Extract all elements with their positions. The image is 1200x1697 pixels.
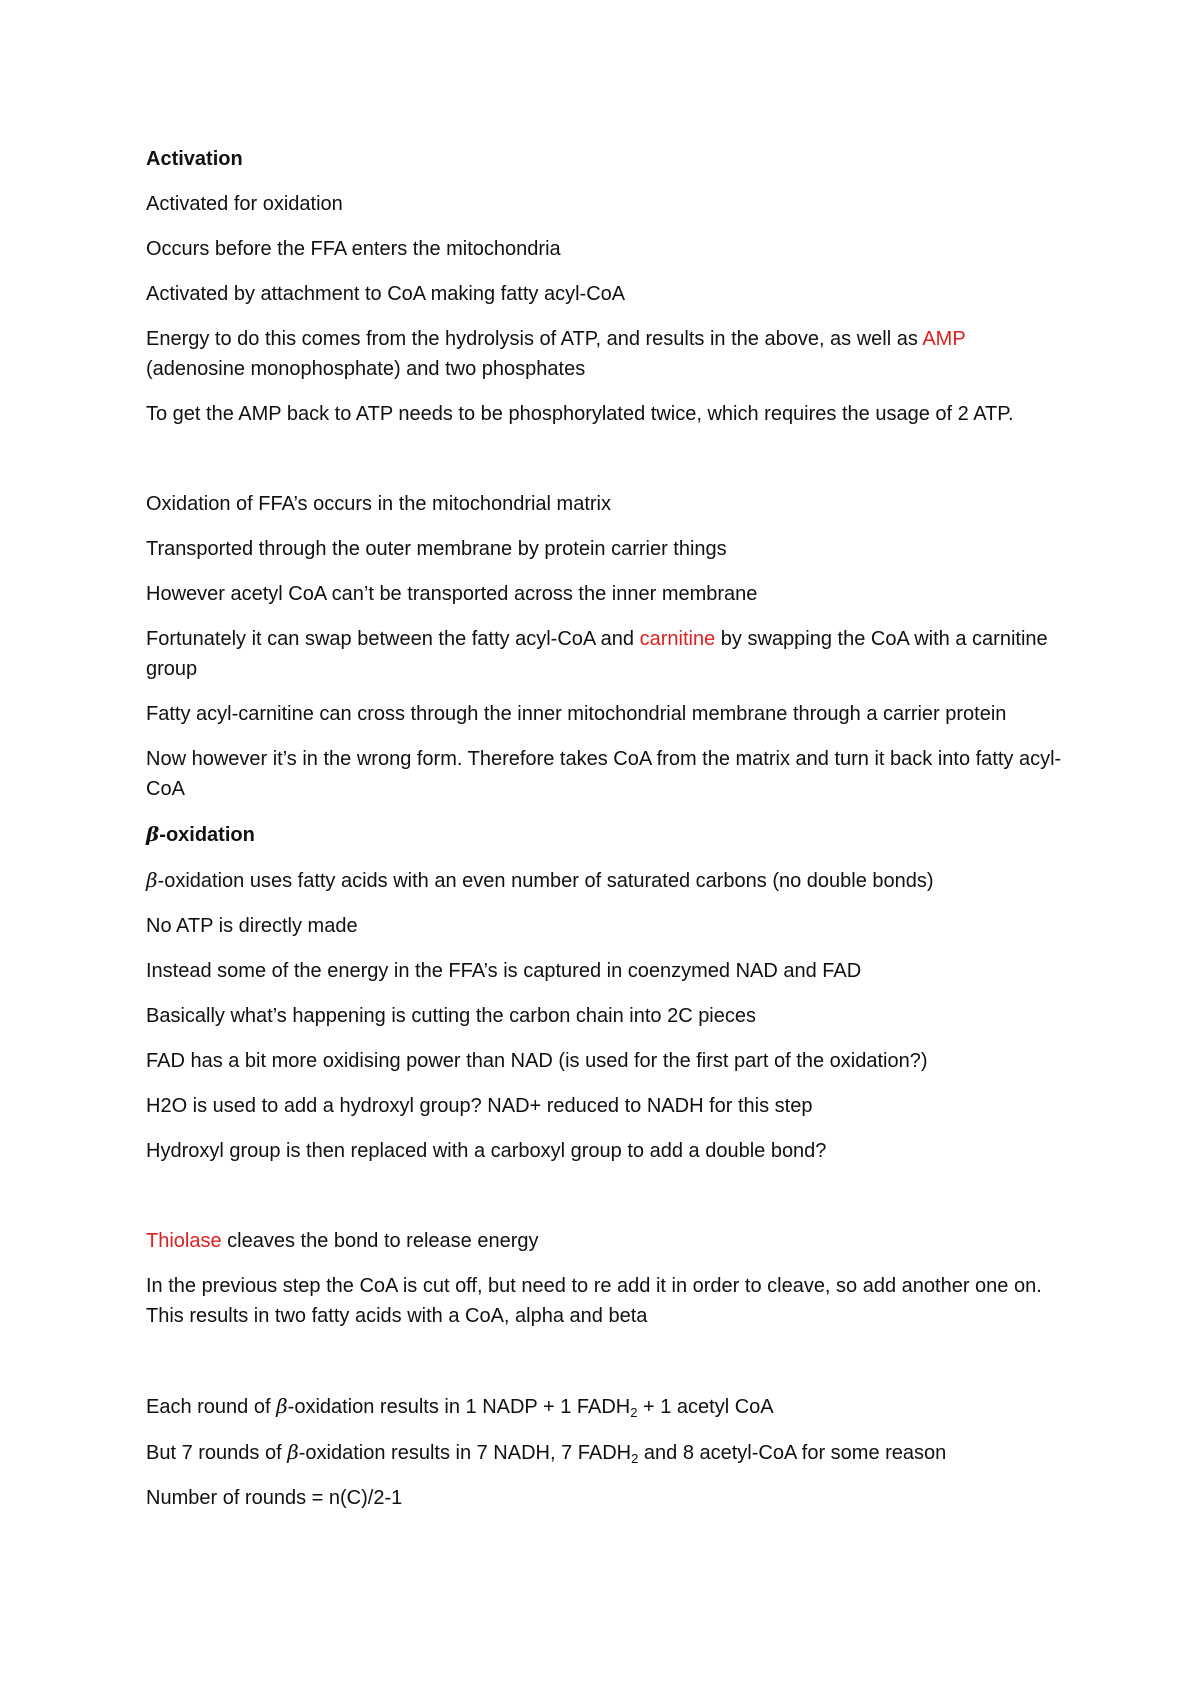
beta-symbol: β [287, 1440, 299, 1464]
rounds-paragraph-2-text-a: But 7 rounds of [146, 1442, 288, 1464]
beta-symbol: β [276, 1394, 288, 1418]
beta-symbol: β [146, 822, 160, 846]
rounds-paragraph-3: Number of rounds = n(C)/2-1 [146, 1487, 403, 1509]
document-body [146, 144, 1066, 1528]
subscript-2: 2 [630, 1405, 638, 1420]
transport-paragraph-4 [146, 624, 1066, 684]
carnitine-highlight: carnitine [639, 628, 716, 650]
rounds-paragraph-1-text-c: + 1 acetyl CoA [637, 1396, 774, 1418]
blank-line [146, 1346, 1066, 1391]
transport-paragraph-6: Now however it’s in the wrong form. Therefore takes CoA from the matrix and turn it back into fatty acyl-CoA [146, 748, 1062, 800]
amp-highlight: AMP [922, 328, 966, 350]
subscript-2: 2 [631, 1451, 639, 1466]
beta-oxidation-paragraph-4: Basically what’s happening is cutting the carbon chain into 2C pieces [146, 1005, 756, 1027]
activation-paragraph-4-text-b: (adenosine monophosphate) and two phosphates [146, 358, 586, 380]
thiolase-paragraph-1-text: cleaves the bond to release energy [221, 1230, 539, 1252]
activation-paragraph-4 [146, 324, 1066, 384]
beta-oxidation-paragraph-5: FAD has a bit more oxidising power than NAD (is used for the first part of the oxidation?) [146, 1050, 928, 1072]
thiolase-highlight: Thiolase [146, 1230, 222, 1252]
transport-paragraph-5: Fatty acyl-carnitine can cross through the inner mitochondrial membrane through a carrier protein [146, 703, 1007, 725]
transport-paragraph-4-text-a: Fortunately it can swap between the fatty acyl-CoA and [146, 628, 640, 650]
thiolase-paragraph-1 [146, 1226, 1066, 1256]
activation-paragraph-2: Occurs before the FFA enters the mitochondria [146, 238, 561, 260]
rounds-paragraph-1 [146, 1391, 1066, 1422]
transport-paragraph-4-text-b: by swapping the CoA with a carnitine group [146, 628, 1048, 680]
beta-oxidation-paragraph-1 [146, 865, 1066, 896]
activation-paragraph-3: Activated by attachment to CoA making fatty acyl-CoA [146, 283, 626, 305]
beta-oxidation-paragraph-2: No ATP is directly made [146, 915, 358, 937]
beta-oxidation-paragraph-1-text: -oxidation uses fatty acids with an even number of saturated carbons (no double bonds) [157, 870, 934, 892]
rounds-paragraph-2-text-c: and 8 acetyl-CoA for some reason [638, 1442, 947, 1464]
transport-paragraph-3: However acetyl CoA can’t be transported across the inner membrane [146, 583, 758, 605]
rounds-paragraph-2 [146, 1437, 1066, 1468]
beta-oxidation-paragraph-3: Instead some of the energy in the FFA’s is captured in coenzymed NAD and FAD [146, 960, 862, 982]
activation-paragraph-5: To get the AMP back to ATP needs to be phosphorylated twice, which requires the usage of 2 ATP. [146, 403, 1014, 425]
beta-oxidation-paragraph-6: H2O is used to add a hydroxyl group? NAD+ reduced to NADH for this step [146, 1095, 813, 1117]
beta-symbol: β [146, 868, 158, 892]
rounds-paragraph-2-text-b: -oxidation results in 7 NADH, 7 FADH [298, 1442, 632, 1464]
beta-oxidation-heading-text: -oxidation [159, 824, 255, 846]
activation-heading: Activation [146, 148, 243, 170]
blank-line [146, 1181, 1066, 1226]
rounds-paragraph-1-text-b: -oxidation results in 1 NADP + 1 FADH [287, 1396, 631, 1418]
transport-paragraph-2: Transported through the outer membrane by protein carrier things [146, 538, 727, 560]
activation-paragraph-4-text-a: Energy to do this comes from the hydrolysis of ATP, and results in the above, as well as [146, 328, 923, 350]
transport-paragraph-1: Oxidation of FFA’s occurs in the mitochondrial matrix [146, 493, 611, 515]
thiolase-paragraph-2: In the previous step the CoA is cut off, but need to re add it in order to cleave, so add another one on. This results in two fatty acids with a CoA, alpha and beta [146, 1275, 1042, 1327]
activation-paragraph-1: Activated for oxidation [146, 193, 343, 215]
beta-oxidation-paragraph-7: Hydroxyl group is then replaced with a carboxyl group to add a double bond? [146, 1140, 827, 1162]
rounds-paragraph-1-text-a: Each round of [146, 1396, 277, 1418]
beta-oxidation-heading [146, 819, 1066, 850]
blank-line [146, 444, 1066, 489]
